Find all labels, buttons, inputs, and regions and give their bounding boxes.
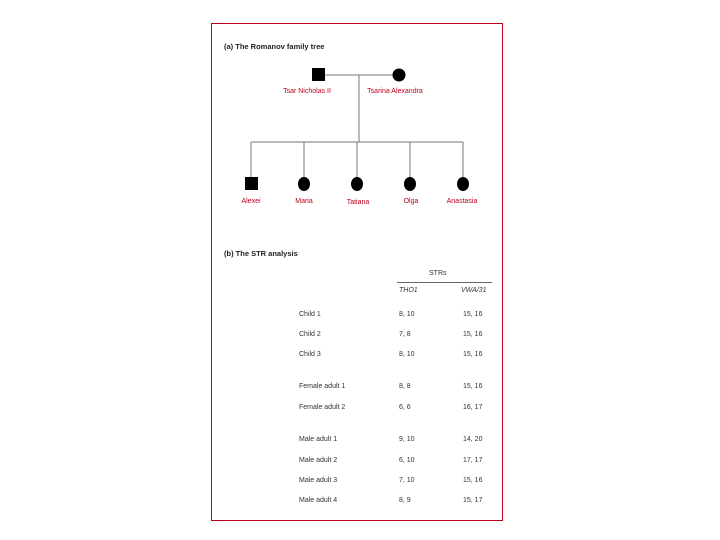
vwa-value: 15, 16 xyxy=(463,383,483,390)
row-label: Female adult 2 xyxy=(299,404,346,411)
row-label: Child 1 xyxy=(299,311,321,318)
header-rule xyxy=(397,282,492,283)
female-symbol xyxy=(351,177,363,191)
child-name: Maria xyxy=(295,198,313,205)
tho1-value: 6, 6 xyxy=(399,404,411,411)
tho1-value: 7, 10 xyxy=(399,477,415,484)
row-label: Male adult 1 xyxy=(299,436,338,443)
family-tree xyxy=(212,24,502,224)
figure-panel xyxy=(211,23,503,521)
row-label: Male adult 3 xyxy=(299,477,338,484)
row-label: Child 2 xyxy=(299,331,321,338)
tho1-value: 7, 8 xyxy=(399,331,411,338)
row-label: Female adult 1 xyxy=(299,383,346,390)
male-symbol xyxy=(245,177,258,190)
vwa-value: 15, 16 xyxy=(463,477,483,484)
child-name: Tatiana xyxy=(346,199,370,206)
female-symbol xyxy=(298,177,310,191)
tho1-value: 8, 9 xyxy=(399,497,411,504)
section-a-title: (a) The Romanov family tree xyxy=(224,42,325,51)
vwa-value: 15, 16 xyxy=(463,311,483,318)
child-name: Alexei xyxy=(241,198,261,205)
vwa-value: 15, 16 xyxy=(463,331,483,338)
vwa-value: 16, 17 xyxy=(463,404,483,411)
female-symbol xyxy=(404,177,416,191)
vwa-value: 17, 17 xyxy=(463,457,483,464)
male-symbol xyxy=(312,68,325,81)
row-label: Male adult 4 xyxy=(299,497,338,504)
row-label: Child 3 xyxy=(299,351,321,358)
vwa-value: 14, 20 xyxy=(463,436,483,443)
female-symbol xyxy=(457,177,469,191)
vwa-value: 15, 17 xyxy=(463,497,483,504)
tho1-value: 8, 10 xyxy=(399,311,415,318)
tho1-value: 8, 10 xyxy=(399,351,415,358)
row-label: Male adult 2 xyxy=(299,457,338,464)
tho1-value: 6, 10 xyxy=(399,457,415,464)
parent-name: Tsarina Alexandra xyxy=(367,88,423,95)
section-b-title: (b) The STR analysis xyxy=(224,249,298,258)
strs-header: STRs xyxy=(429,270,447,277)
column-header-vwa31: VWA/31 xyxy=(461,287,487,294)
column-header-tho1: THO1 xyxy=(399,287,418,294)
vwa-value: 15, 16 xyxy=(463,351,483,358)
tho1-value: 9, 10 xyxy=(399,436,415,443)
female-symbol xyxy=(393,69,406,82)
child-name: Anastasia xyxy=(446,198,478,205)
child-name: Olga xyxy=(403,198,419,205)
parent-name: Tsar Nicholas II xyxy=(283,88,331,95)
tho1-value: 8, 8 xyxy=(399,383,411,390)
